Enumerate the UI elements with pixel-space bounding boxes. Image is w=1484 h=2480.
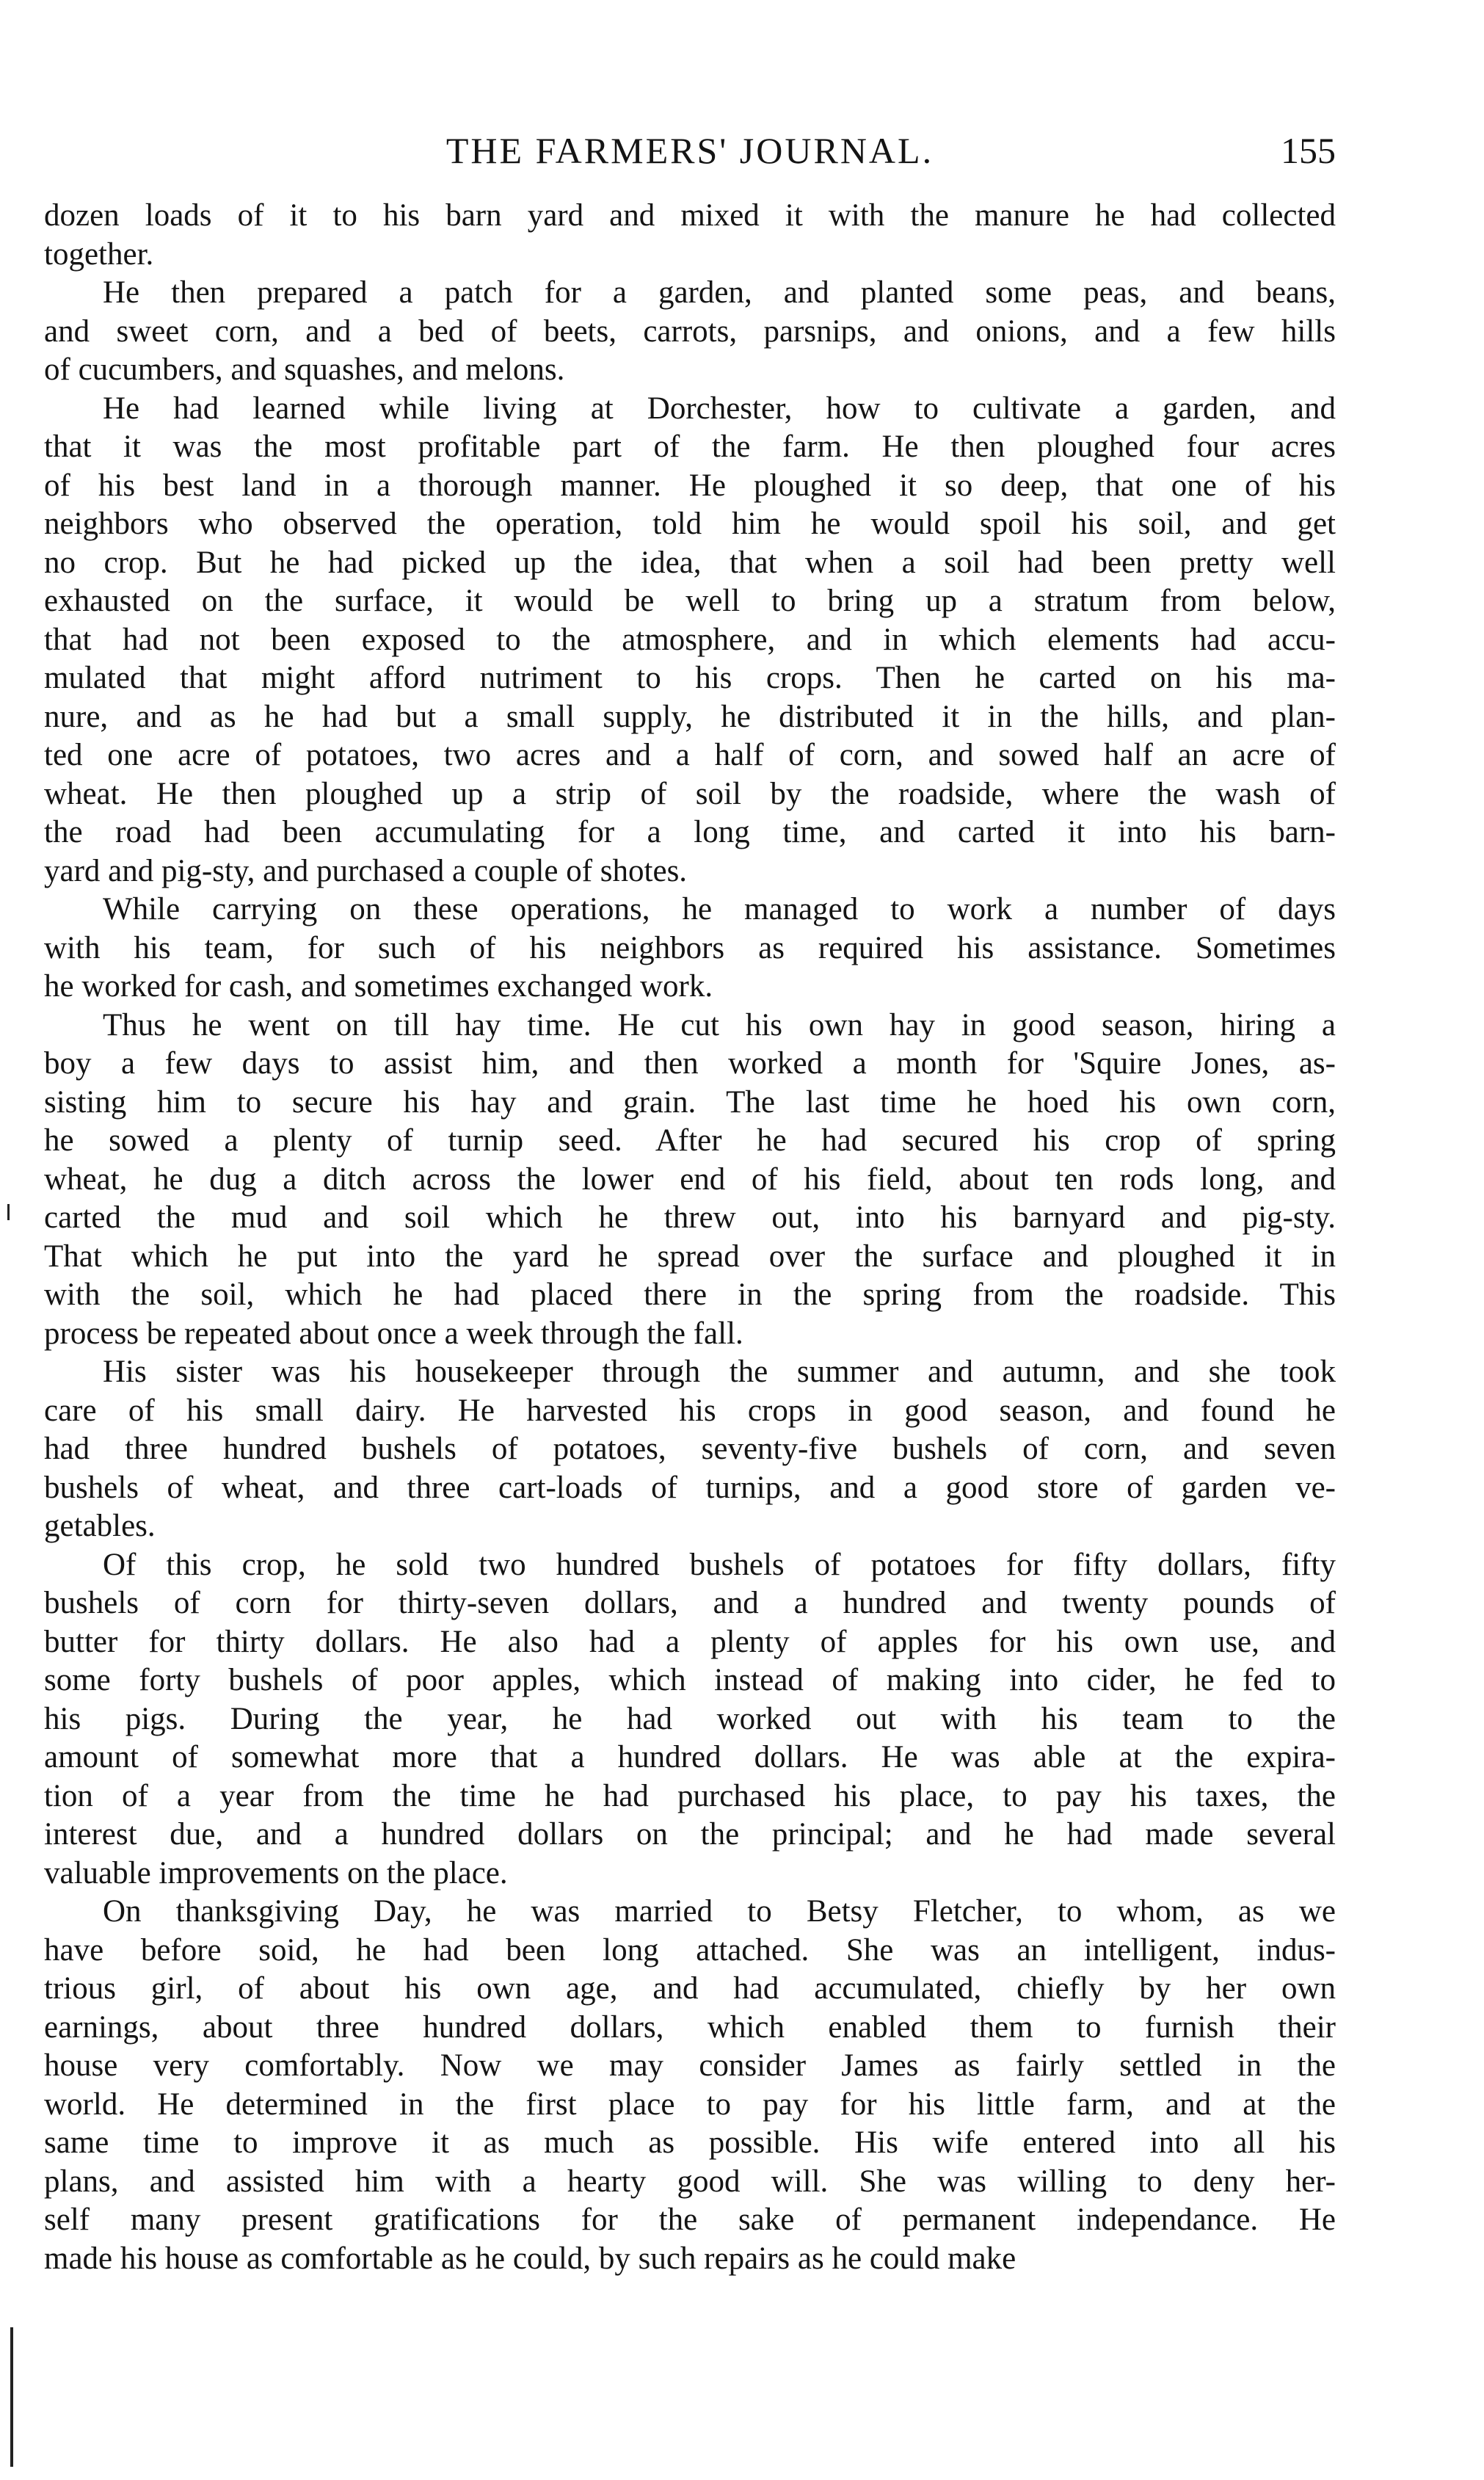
text-line: Of this crop, he sold two hundred bushels of potatoes for fifty dollars, fifty bbox=[103, 1547, 1336, 1582]
text-line: care of his small dairy. He harvested his crops in good season, and found he bbox=[44, 1393, 1336, 1428]
text-line: tion of a year from the time he had purchased his place, to pay his taxes, the bbox=[44, 1778, 1336, 1813]
text-line: with his team, for such of his neighbors as required his assistance. Sometimes bbox=[44, 930, 1336, 965]
text-line: his pigs. During the year, he had worked out with his team to the bbox=[44, 1701, 1336, 1736]
text-line: had three hundred bushels of potatoes, seventy-five bushels of corn, and seven bbox=[44, 1432, 1336, 1466]
text-line: butter for thirty dollars. He also had a plenty of apples for his own use, and bbox=[44, 1624, 1336, 1659]
text-line: he worked for cash, and sometimes exchanged work. bbox=[44, 969, 713, 1004]
text-line: yard and pig-sty, and purchased a couple of shotes. bbox=[44, 853, 688, 888]
text-line: bushels of corn for thirty-seven dollars, and a hundred and twenty pounds of bbox=[44, 1586, 1336, 1620]
text-line: of his best land in a thorough manner. He ploughed it so deep, that one of his bbox=[44, 468, 1336, 503]
page-number: 155 bbox=[1281, 130, 1336, 171]
text-line: amount of somewhat more that a hundred dollars. He was able at the expira- bbox=[44, 1740, 1336, 1774]
text-line: boy a few days to assist him, and then worked a month for 'Squire Jones, as- bbox=[44, 1046, 1336, 1081]
paragraph bbox=[44, 1007, 1336, 1354]
text-line: no crop. But he had picked up the idea, that when a soil had been pretty well bbox=[44, 545, 1336, 580]
text-line: nure, and as he had but a small supply, he distributed it in the hills, and plan- bbox=[44, 699, 1336, 734]
page-edge-mark bbox=[10, 2327, 13, 2467]
paragraph bbox=[44, 1893, 1336, 2278]
text-line: ted one acre of potatoes, two acres and a half of corn, and sowed half an acre of bbox=[44, 738, 1336, 772]
text-line: together. bbox=[44, 236, 154, 272]
text-line: While carrying on these operations, he managed to work a number of days bbox=[103, 892, 1336, 927]
text-line: process be repeated about once a week through the fall. bbox=[44, 1316, 743, 1351]
page-header bbox=[44, 125, 1336, 176]
text-line: made his house as comfortable as he could, by such repairs as he could make bbox=[44, 2241, 1016, 2276]
text-line: bushels of wheat, and three cart-loads of turnips, and a good store of garden ve- bbox=[44, 1470, 1336, 1505]
paragraph bbox=[44, 1353, 1336, 1546]
margin-mark bbox=[7, 1204, 10, 1220]
text-line: same time to improve it as much as possible. His wife entered into all his bbox=[44, 2125, 1336, 2160]
text-line: wheat. He then ploughed up a strip of soil by the roadside, where the wash of bbox=[44, 776, 1336, 811]
text-line: mulated that might afford nutriment to his crops. Then he carted on his ma- bbox=[44, 661, 1336, 695]
text-line: some forty bushels of poor apples, which instead of making into cider, he fed to bbox=[44, 1663, 1336, 1697]
text-line: self many present gratifications for the sake of permanent independance. He bbox=[44, 2202, 1336, 2237]
text-line: of cucumbers, and squashes, and melons. bbox=[44, 352, 565, 387]
text-line: dozen loads of it to his barn yard and mixed it with the manure he had collected bbox=[44, 198, 1336, 233]
text-line: getables. bbox=[44, 1509, 156, 1543]
text-line: with the soil, which he had placed there in the spring from the roadside. This bbox=[44, 1277, 1336, 1312]
text-line: and sweet corn, and a bed of beets, carrots, parsnips, and onions, and a few hills bbox=[44, 313, 1336, 349]
paragraph bbox=[44, 1546, 1336, 1893]
paragraph bbox=[44, 891, 1336, 1007]
text-line: house very comfortably. Now we may consider James as fairly settled in the bbox=[44, 2048, 1336, 2083]
text-line: interest due, and a hundred dollars on the principal; and he had made several bbox=[44, 1817, 1336, 1852]
text-line: That which he put into the yard he spread over the surface and ploughed it in bbox=[44, 1239, 1336, 1274]
text-line: plans, and assisted him with a hearty good will. She was willing to deny her- bbox=[44, 2164, 1336, 2199]
text-line: On thanksgiving Day, he was married to Betsy Fletcher, to whom, as we bbox=[103, 1894, 1336, 1929]
text-line: exhausted on the surface, it would be well to bring up a stratum from below, bbox=[44, 584, 1336, 618]
text-line: earnings, about three hundred dollars, which enabled them to furnish their bbox=[44, 2009, 1336, 2045]
text-line: His sister was his housekeeper through the summer and autumn, and she took bbox=[103, 1355, 1336, 1389]
text-line: He then prepared a patch for a garden, and planted some peas, and beans, bbox=[103, 275, 1336, 310]
text-line: that it was the most profitable part of the farm. He then ploughed four acres bbox=[44, 429, 1336, 464]
text-line: wheat, he dug a ditch across the lower end of his field, about ten rods long, and bbox=[44, 1161, 1336, 1197]
text-line: trious girl, of about his own age, and had accumulated, chiefly by her own bbox=[44, 1971, 1336, 2006]
text-line: he sowed a plenty of turnip seed. After he had secured his crop of spring bbox=[44, 1123, 1336, 1158]
running-title: THE FARMERS' JOURNAL. bbox=[445, 130, 934, 171]
paragraph bbox=[44, 390, 1336, 891]
text-line: carted the mud and soil which he threw out, into his barnyard and pig-sty. bbox=[44, 1200, 1336, 1235]
text-line: valuable improvements on the place. bbox=[44, 1855, 508, 1890]
paragraph bbox=[44, 197, 1336, 274]
text-line: neighbors who observed the operation, told him he would spoil his soil, and get bbox=[44, 507, 1336, 541]
text-line: world. He determined in the first place to pay for his little farm, and at the bbox=[44, 2086, 1336, 2122]
text-line: He had learned while living at Dorchester, how to cultivate a garden, and bbox=[103, 391, 1336, 426]
text-line: sisting him to secure his hay and grain. The last time he hoed his own corn, bbox=[44, 1084, 1336, 1120]
body-text bbox=[44, 197, 1336, 2278]
text-line: Thus he went on till hay time. He cut his own hay in good season, hiring a bbox=[103, 1007, 1336, 1043]
text-line: the road had been accumulating for a long time, and carted it into his barn- bbox=[44, 815, 1336, 849]
text-line: have before soid, he had been long attached. She was an intelligent, indus- bbox=[44, 1932, 1336, 1968]
paragraph bbox=[44, 274, 1336, 390]
text-line: that had not been exposed to the atmosphere, and in which elements had accu- bbox=[44, 622, 1336, 657]
